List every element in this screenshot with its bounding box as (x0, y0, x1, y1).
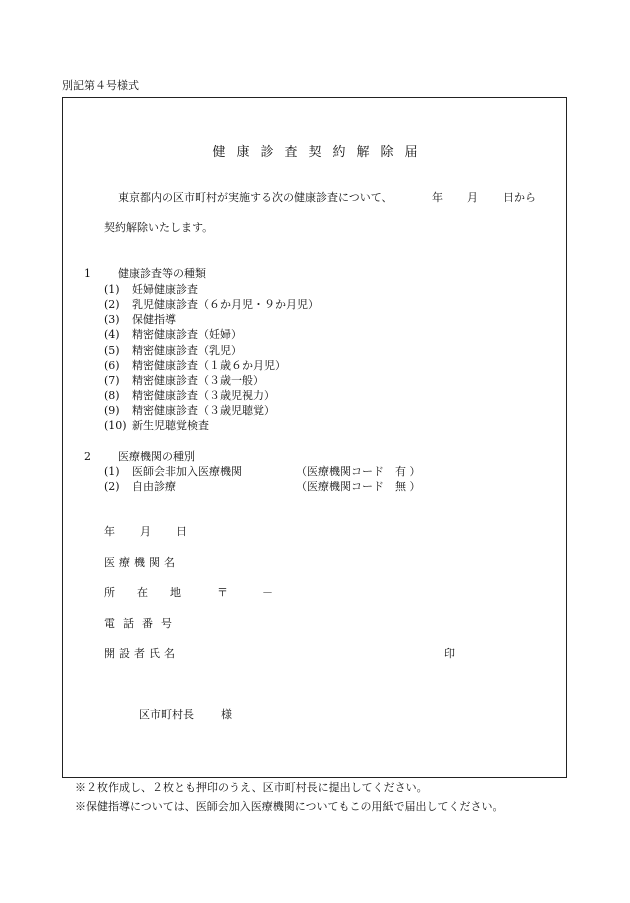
item-number: (1) (104, 465, 120, 478)
intro-line-2: 契約解除いたします。 (104, 221, 214, 234)
document-title: 健康診査契約解除届 (212, 145, 429, 160)
day-label: 日 (176, 525, 187, 538)
institution-name-label: 医療機関名 (104, 556, 179, 569)
section-1-number: 1 (84, 267, 91, 280)
address-label: 所在地 (104, 586, 203, 599)
honorific: 様 (221, 708, 232, 721)
postal-mark: 〒 (217, 586, 228, 599)
intro-year: 年 (432, 191, 443, 204)
item-number: (8) (104, 389, 120, 402)
institution-code-note: （医療機関コード 有 ） (296, 465, 421, 478)
item-number: (5) (104, 344, 120, 357)
item-number: (1) (104, 283, 120, 296)
section-1-heading: 健康診査等の種類 (118, 267, 206, 280)
item-label: 精密健康診査（３歳児視力） (132, 389, 275, 402)
section-2-number: 2 (84, 450, 91, 463)
item-label: 保健指導 (132, 313, 176, 326)
seal-mark: 印 (444, 647, 455, 660)
item-number: (6) (104, 359, 120, 372)
intro-line-1: 東京都内の区市町村が実施する次の健康診査について、 (118, 191, 393, 204)
month-label: 月 (140, 525, 151, 538)
form-label: 別記第４号様式 (62, 79, 139, 92)
item-number: (2) (104, 480, 120, 493)
item-label: 妊婦健康診査 (132, 283, 198, 296)
addressee: 区市町村長 (139, 708, 194, 721)
intro-month: 月 (467, 191, 478, 204)
founder-name-label: 開設者氏名 (104, 647, 179, 660)
item-number: (9) (104, 404, 120, 417)
item-number: (3) (104, 313, 120, 326)
item-label: 精密健康診査（３歳児聴覚） (132, 404, 275, 417)
item-label: 精密健康診査（乳児） (132, 344, 242, 357)
item-label: 乳児健康診査（６か月児・９か月児） (132, 298, 319, 311)
intro-day-from: 日から (503, 191, 536, 204)
note-2: ※保健指導については、医師会加入医療機関についてもこの用紙で届出してください。 (75, 800, 504, 813)
note-1: ※２枚作成し、２枚とも押印のうえ、区市町村長に提出してください。 (75, 781, 428, 794)
item-number: (7) (104, 374, 120, 387)
item-label: 精密健康診査（妊婦） (132, 328, 242, 341)
institution-code-note: （医療機関コード 無 ） (296, 480, 421, 493)
item-label: 精密健康診査（１歳６か月児） (132, 359, 286, 372)
phone-label: 電話番号 (104, 617, 180, 630)
year-label: 年 (104, 525, 115, 538)
section-2-heading: 医療機関の種別 (118, 450, 195, 463)
item-label: 新生児聴覚検査 (132, 419, 209, 432)
item-number: (2) (104, 298, 120, 311)
item-number: (10) (104, 419, 127, 432)
postal-dash: － (262, 586, 273, 599)
item-label: 医師会非加入医療機関 (132, 465, 242, 478)
item-label: 精密健康診査（３歳一般） (132, 374, 264, 387)
item-label: 自由診療 (132, 480, 176, 493)
item-number: (4) (104, 328, 120, 341)
